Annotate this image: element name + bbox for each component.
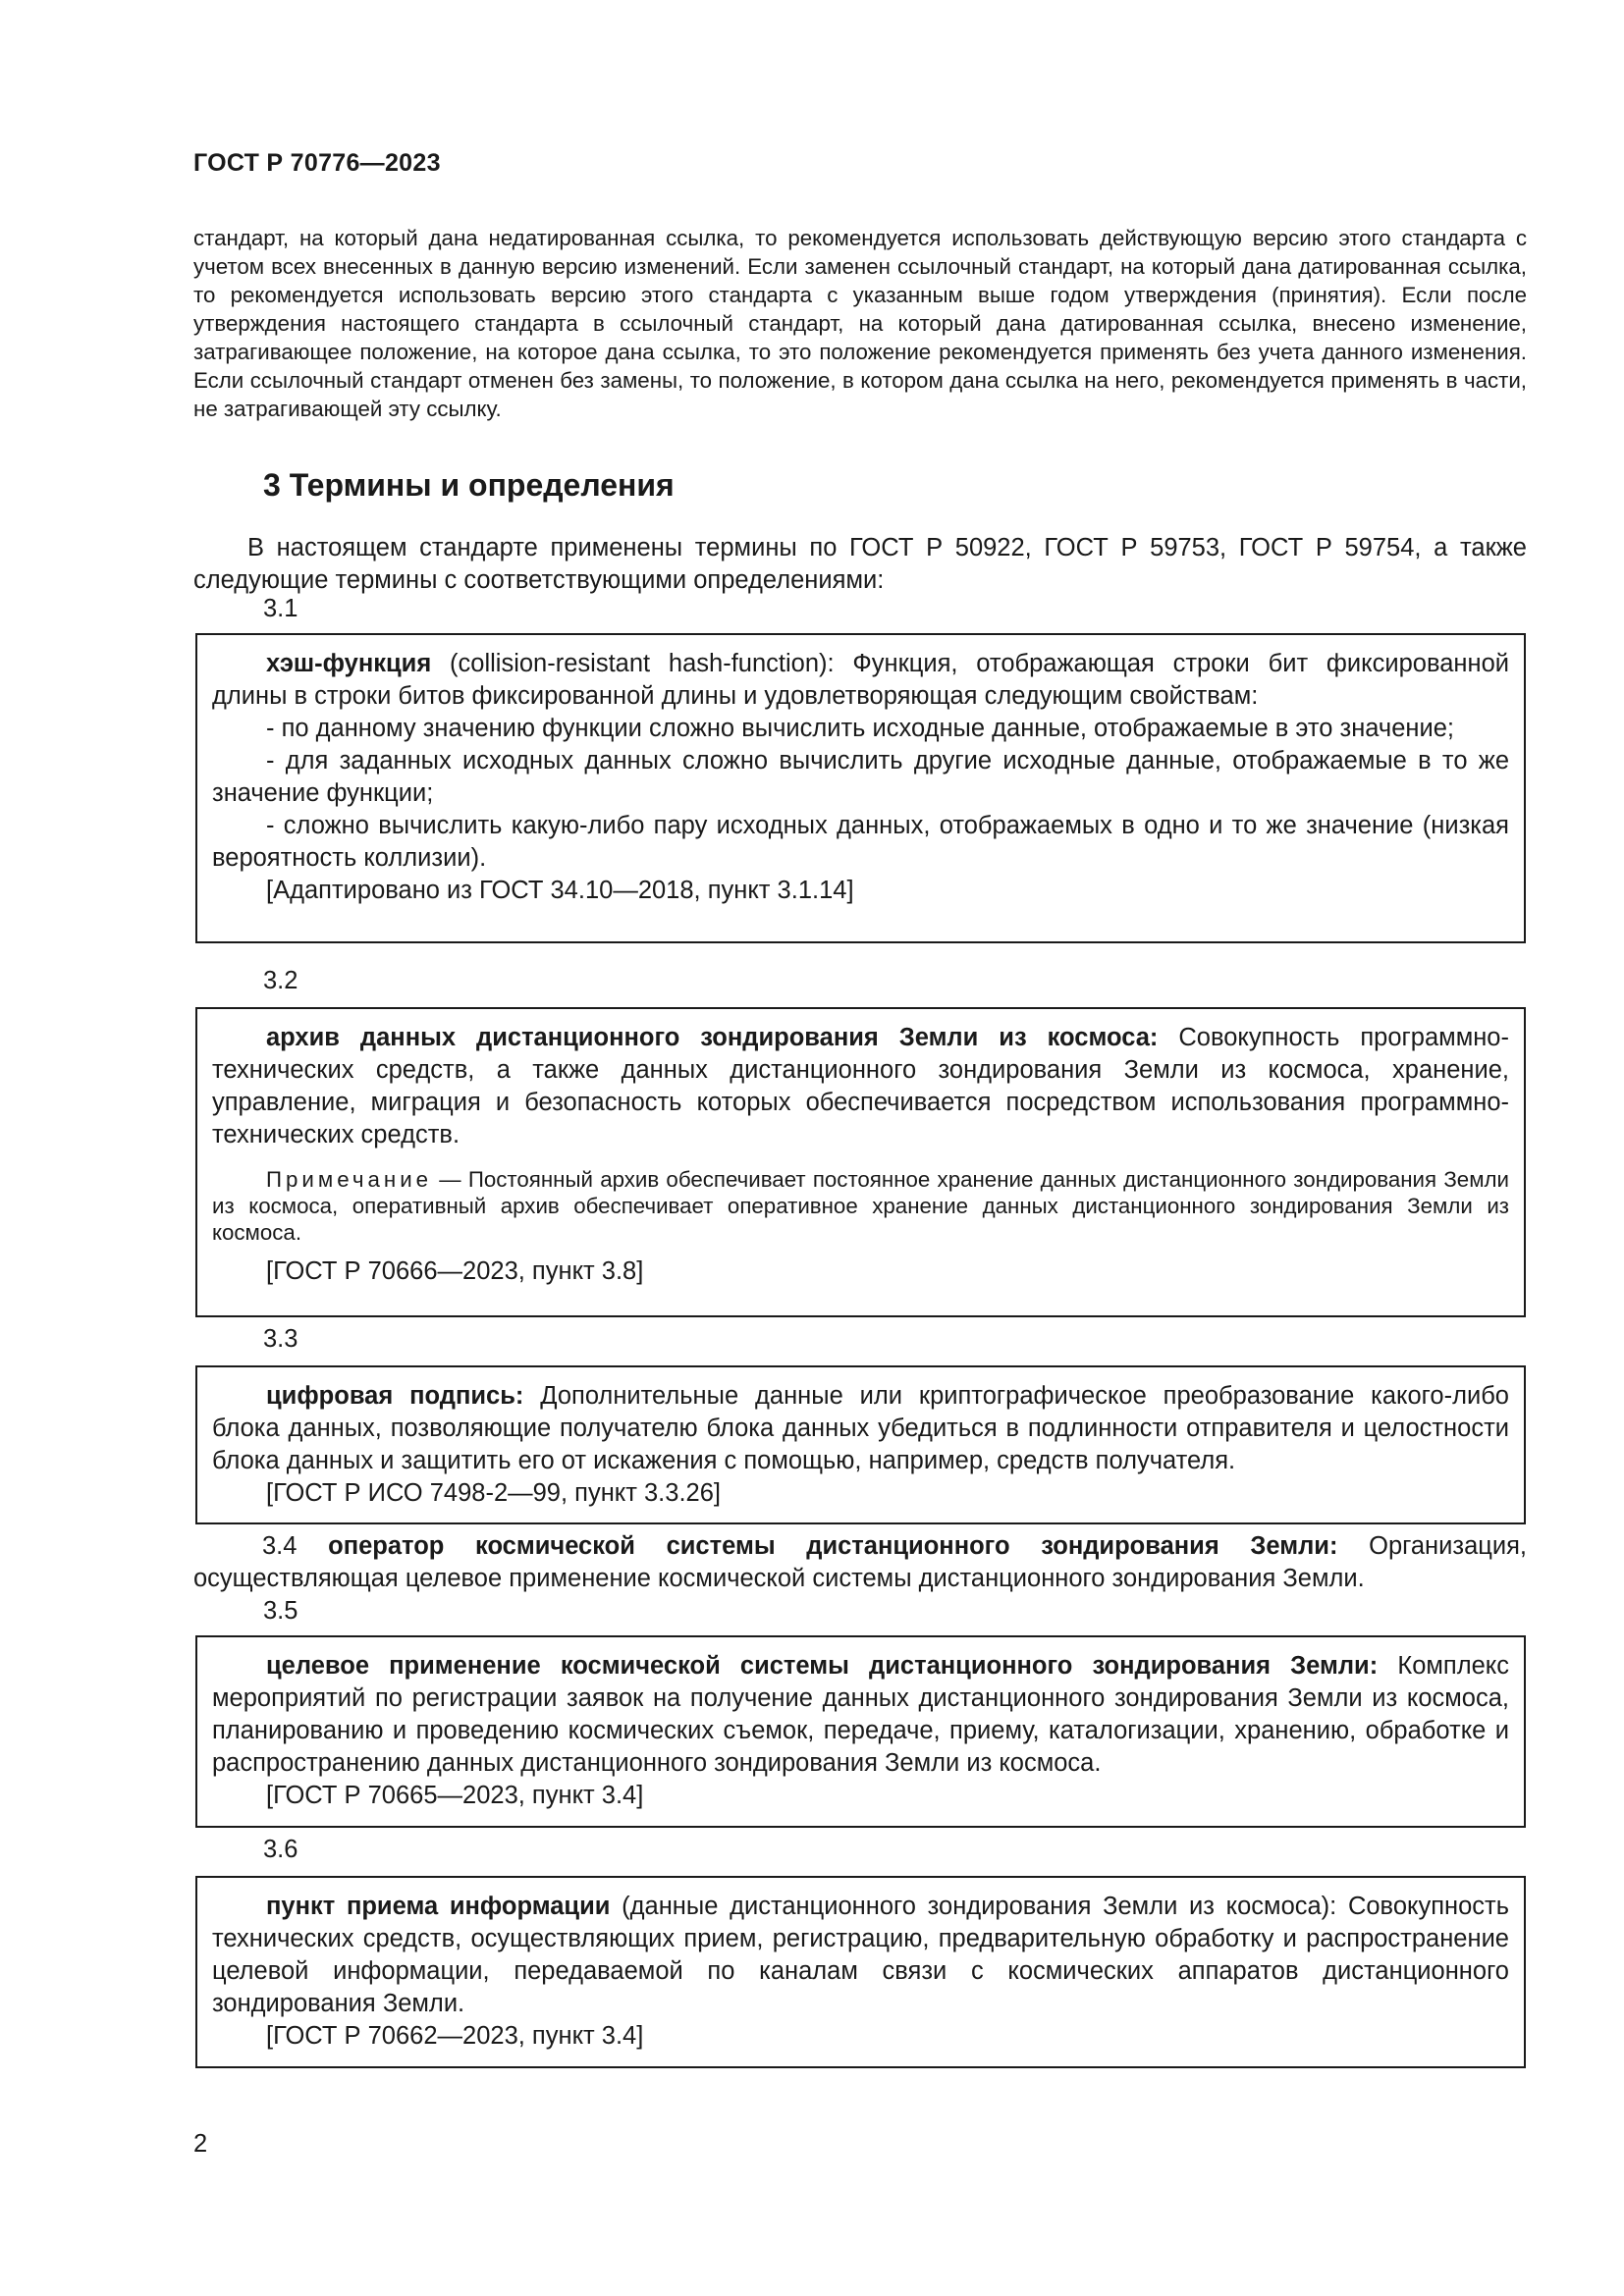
term-definition [212, 1891, 1509, 2020]
term-box-3-6 [195, 1876, 1526, 2068]
list-item: - для заданных исходных данных сложно вычислить другие исходные данные, отображаемые в то же значение функции; [212, 747, 1509, 807]
term-box-3-5 [195, 1635, 1526, 1828]
term-number-3-5: 3.5 [263, 1597, 298, 1625]
definition-text: Совокупность программно-технических средств, а также данных дистанционного зондирования Земли из космоса, хранение, управление, миграция и безопасность которых обеспечивается посредством использования программно-технических средств. [212, 1024, 1509, 1148]
document-code-header: ГОСТ Р 70776—2023 [193, 149, 441, 177]
list-item: - по данному значению функции сложно вычислить исходные данные, отображаемые в это значение; [266, 715, 1454, 742]
term-definition [212, 648, 1509, 713]
term-definition [212, 1650, 1509, 1780]
term-name: цифровая подпись: [266, 1382, 524, 1410]
term-definition [212, 1380, 1509, 1477]
definition-text: Комплекс мероприятий по регистрации заявок на получение данных дистанционного зондирования Земли из космоса, планированию и проведению космических съемок, передаче, приему, каталогизации, хранению, обработке и распространению данных дистанционного зондирования Земли из космоса. [212, 1652, 1509, 1777]
page-number: 2 [193, 2130, 208, 2158]
definition-text: (collision-resistant hash-function): Функция, отображающая строки бит фиксированной длины в строки битов фиксированной длины и удовлетворяющая следующим свойствам: [212, 650, 1509, 710]
term-number-3-3: 3.3 [263, 1325, 298, 1353]
term-source: [Адаптировано из ГОСТ 34.10—2018, пункт 3.1.14] [266, 877, 854, 904]
term-source: [ГОСТ Р 70666—2023, пункт 3.8] [266, 1257, 644, 1285]
term-name: архив данных дистанционного зондирования Земли из космоса: [266, 1024, 1159, 1051]
note-label: Примечание [266, 1167, 433, 1192]
section-title: 3 Термины и определения [263, 467, 675, 503]
term-note [212, 1166, 1509, 1246]
term-box-3-1 [195, 633, 1526, 943]
term-name: хэш-функция [266, 650, 432, 677]
term-box-3-2 [195, 1007, 1526, 1317]
note-text: — Постоянный архив обеспечивает постоянное хранение данных дистанционного зондирования Земли из космоса, оперативный архив обеспечивает оперативное хранение данных дистанционного зондирования Земли из космоса. [212, 1167, 1509, 1245]
term-number-3-6: 3.6 [263, 1836, 298, 1863]
term-paragraph-3-4 [193, 1530, 1527, 1595]
term-source: [ГОСТ Р 70665—2023, пункт 3.4] [266, 1782, 644, 1809]
section-lead-paragraph [193, 532, 1527, 597]
term-source: [ГОСТ Р 70662—2023, пункт 3.4] [266, 2022, 644, 2050]
term-box-3-3 [195, 1365, 1526, 1524]
term-number-3-2: 3.2 [263, 967, 298, 994]
term-number-3-1: 3.1 [263, 595, 298, 622]
term-definition [212, 1022, 1509, 1151]
term-name: целевое применение космической системы дистанционного зондирования Земли: [266, 1652, 1379, 1680]
term-source: [ГОСТ Р ИСО 7498-2—99, пункт 3.3.26] [266, 1479, 721, 1507]
definition-text: Дополнительные данные или криптографическое преобразование какого-либо блока данных, позволяющие получателю блока данных убедиться в подлинности отправителя и целостности блока данных и защитить его от искажения с помощью, например, средств получателя. [212, 1382, 1509, 1474]
definition-text: Организация, осуществляющая целевое применение космической системы дистанционного зондирования Земли. [193, 1532, 1527, 1592]
definition-text: (данные дистанционного зондирования Земли из космоса): Совокупность технических средств, осуществляющих прием, регистрацию, предварительную обработку и распространение целевой информации, передаваемой по каналам связи с космических аппаратов дистанционного зондирования Земли. [212, 1893, 1509, 2017]
intro-paragraph: стандарт, на который дана недатированная ссылка, то рекомендуется использовать действующую версию этого стандарта с учетом всех внесенных в данную версию изменений. Если заменен ссылочный стандарт, на который дана датированная ссылка, то рекомендуется использовать версию этого стандарта с указанным выше годом утверждения (принятия). Если после утверждения настоящего стандарта в ссылочный стандарт, на который дана датированная ссылка, внесено изменение, затрагивающее положение, на которое дана ссылка, то это положение рекомендуется применять без учета данного изменения. Если ссылочный стандарт отменен без замены, то положение, в котором дана ссылка на него, рекомендуется применять в части, не затрагивающей эту ссылку. [193, 226, 1527, 421]
list-item: - сложно вычислить какую-либо пару исходных данных, отображаемых в одно и то же значение (низкая вероятность коллизии). [212, 812, 1509, 872]
section-lead-text: В настоящем стандарте применены термины по ГОСТ Р 50922, ГОСТ Р 59753, ГОСТ Р 59754, а также следующие термины с соответствующими определениями: [193, 534, 1527, 594]
term-name: пункт приема информации [266, 1893, 611, 1920]
term-number-3-4: 3.4 [262, 1532, 298, 1560]
term-name: оператор космической системы дистанционного зондирования Земли: [328, 1532, 1338, 1560]
